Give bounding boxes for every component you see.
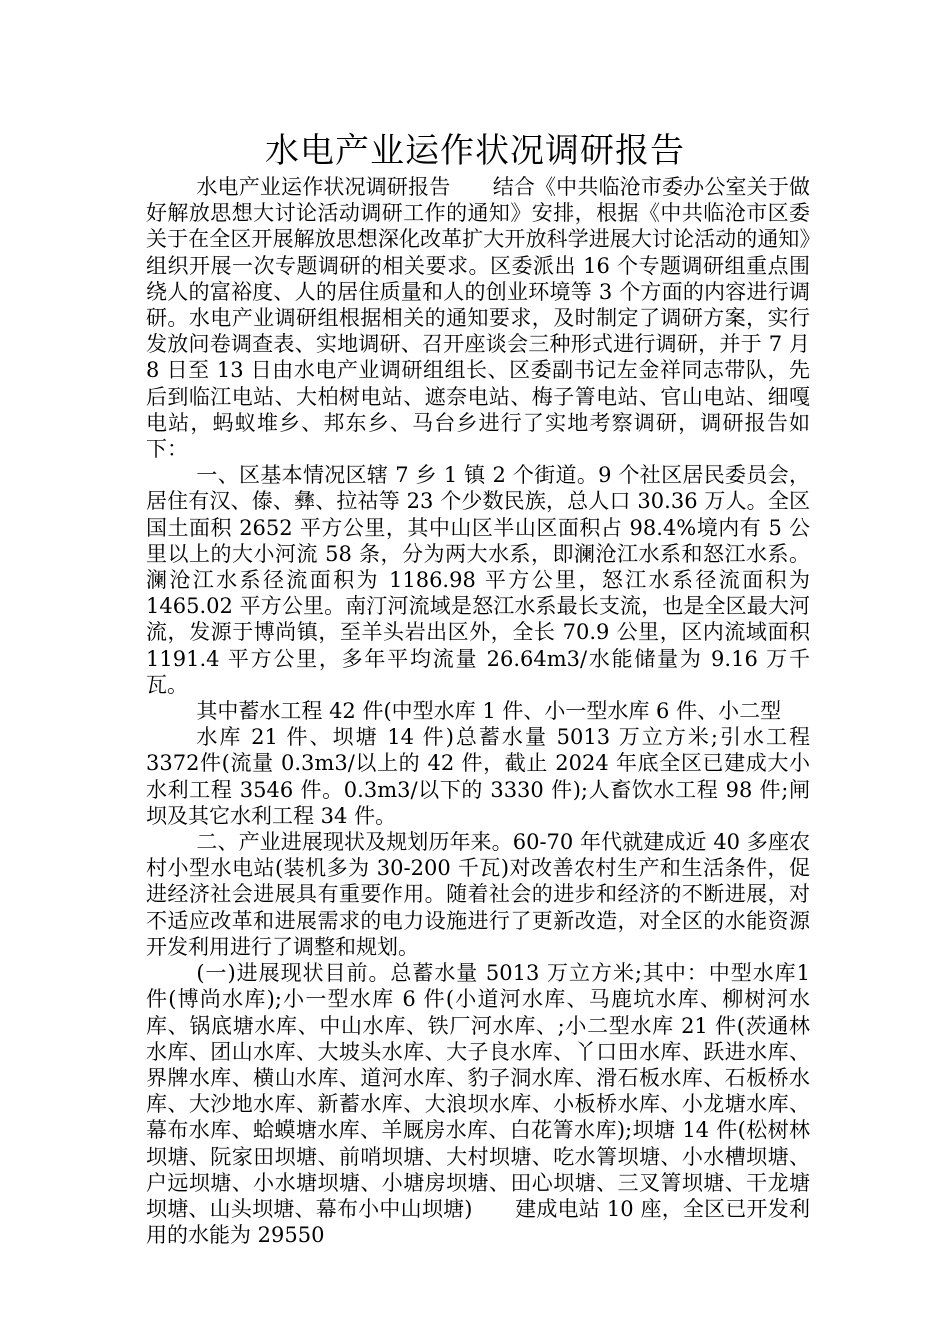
paragraph-storage-projects: 其中蓄水工程 42 件(中型水库 1 件、小一型水库 6 件、小二型 <box>196 699 782 724</box>
document-body <box>146 174 810 1248</box>
paragraph-basic-situation: 一、区基本情况区辖 7 乡 1 镇 2 个街道。9 个社区居民委员会，居住有汉、傣、彝、拉祜等 23 个少数民族，总人口 30.36 万人。全区国土面积 2652 平方公里，其中山区半山区面积占 98.4%境内有 5 公里以上的大小河流 58 条，分为两大水系，即澜沧江水系和怒江水系。澜沧江水系径流面积为 1186.98 平方公里，怒江水系径流面积为 1465.02 平方公里。南汀河流域是怒江水系最长支流，也是全区最大河流，发源于博尚镇，至羊头岩出区外，全长 70.9 公里，区内流域面积 1191.4 平方公里，多年平均流量 26.64m3/水能储量为 9.16 万千瓦。 <box>146 463 810 697</box>
paragraph-industry-progress: 二、产业进展现状及规划历年来。60-70 年代就建成近 40 多座农村小型水电站(装机多为 30-200 千瓦)对改善农村生产和生活条件，促进经济社会进展具有重要作用。随着社会的进步和经济的不断进展，对不适应改革和进展需求的电力设施进行了更新改造，对全区的水能资源开发利用进行了调整和规划。 <box>146 830 810 959</box>
paragraph-reservoir-details: 水库 21 件、坝塘 14 件)总蓄水量 5013 万立方米;引水工程 3372件(流量 0.3m3/以上的 42 件，截止 2024 年底全区已建成大小水利工程 3546 件。0.3m3/以下的 3330 件);人畜饮水工程 98 件;闸坝及其它水利工程 34 件。 <box>146 725 810 828</box>
paragraph-intro: 水电产业运作状况调研报告 结合《中共临沧市委办公室关于做好解放思想大讨论活动调研工作的通知》安排，根据《中共临沧市区委关于在全区开展解放思想深化改革扩大开放科学进展大讨论活动的通知》组织开展一次专题调研的相关要求。区委派出 16 个专题调研组重点围绕人的富裕度、人的居住质量和人的创业环境等 3 个方面的内容进行调研。水电产业调研组根据相关的通知要求，及时制定了调研方案，实行发放问卷调查表、实地调研、召开座谈会三种形式进行调研，并于 7 月 8 日至 13 日由水电产业调研组组长、区委副书记左金祥同志带队，先后到临江电站、大柏树电站、遮奈电站、梅子箐电站、官山电站、细嘎电站，蚂蚁堆乡、邦东乡、马台乡进行了实地考察调研，调研报告如下： <box>146 175 810 462</box>
paragraph-current-status: (一)进展现状目前。总蓄水量 5013 万立方米;其中：中型水库1 件(博尚水库);小一型水库 6 件(小道河水库、马鹿坑水库、柳树河水库、锅底塘水库、中山水库、铁厂河水库、;小二型水库 21 件(茨通林水库、团山水库、大坡头水库、大子良水库、丫口田水库、跃进水库、界牌水库、横山水库、道河水库、豹子洞水库、滑石板水库、石板桥水库、大沙地水库、新蓄水库、大浪坝水库、小板桥水库、小龙塘水库、幕布水库、蛤蟆塘水库、羊厩房水库、白花箐水库);坝塘 14 件(松树林坝塘、阮家田坝塘、前哨坝塘、大村坝塘、吃水箐坝塘、小水槽坝塘、户远坝塘、小水塘坝塘、小塘房坝塘、田心坝塘、三叉箐坝塘、干龙塘坝塘、山头坝塘、幕布小中山坝塘) 建成电站 10 座，全区已开发利用的水能为 29550 <box>146 961 810 1248</box>
document-title: 水电产业运作状况调研报告 <box>265 131 685 171</box>
